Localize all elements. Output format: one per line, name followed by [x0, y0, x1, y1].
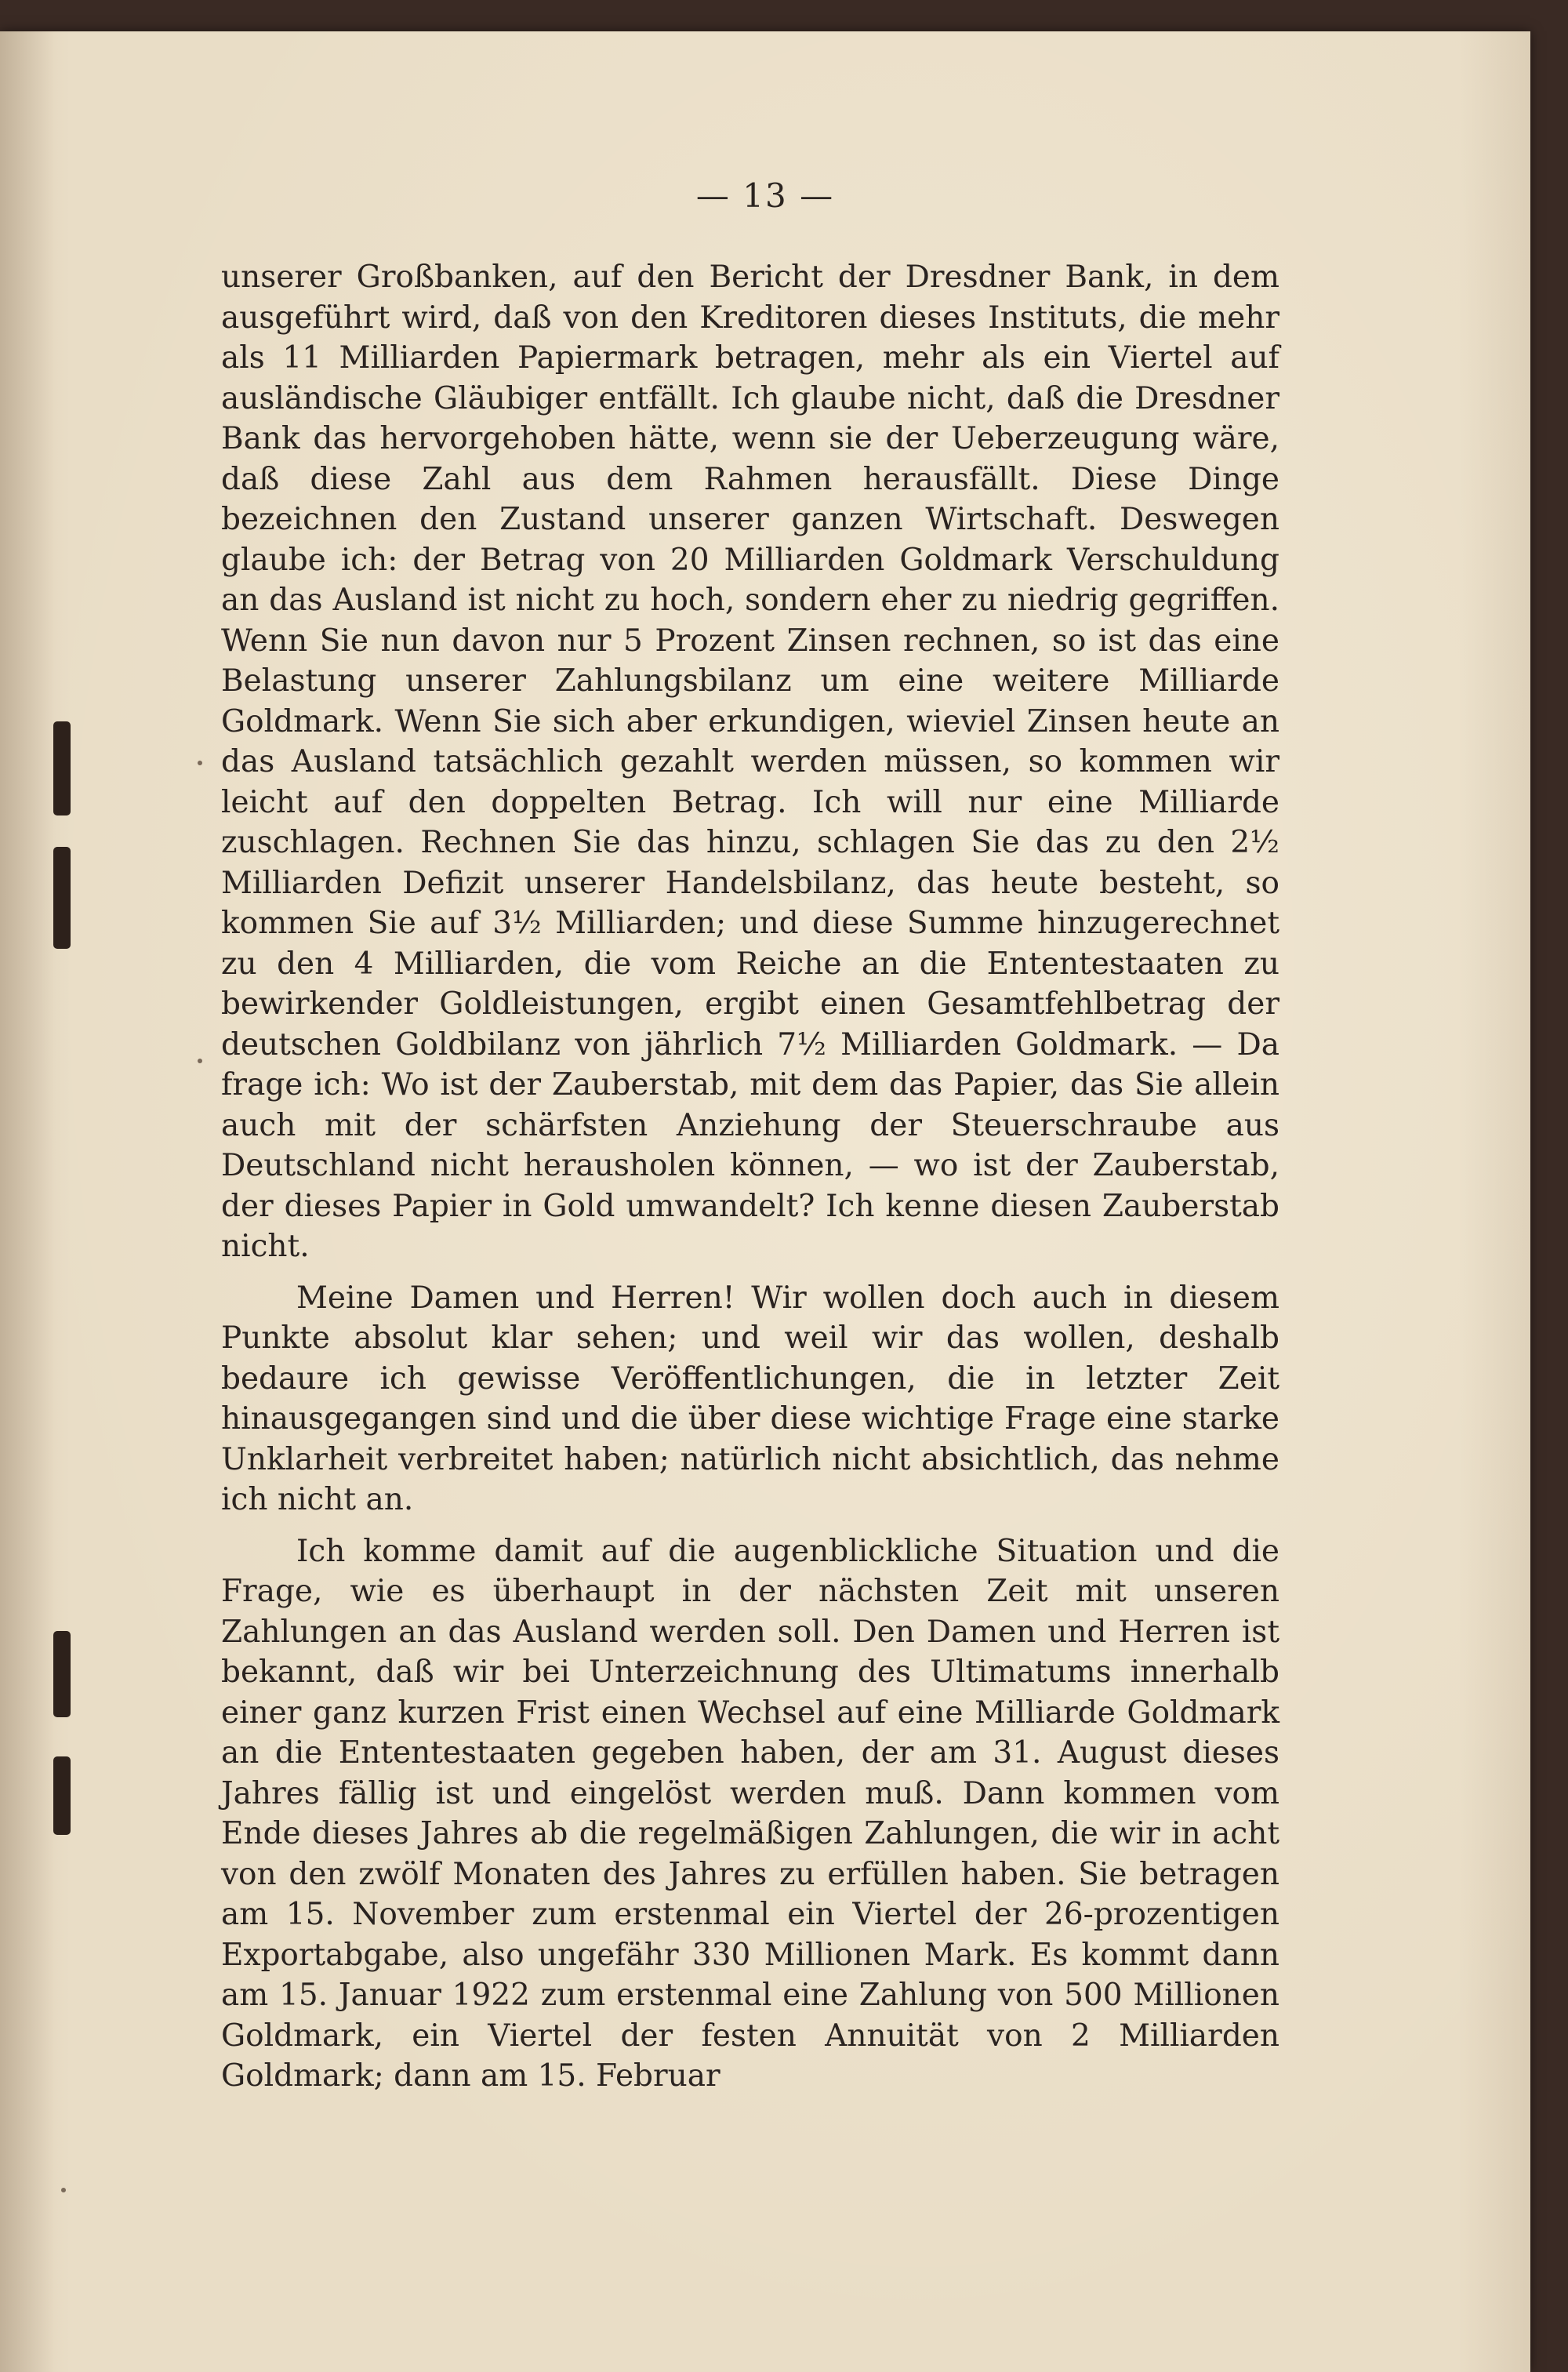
- binding-mark-top: [53, 721, 71, 815]
- page-number: — 13 —: [695, 176, 835, 215]
- document-page: [0, 31, 1530, 2372]
- body-text: [221, 257, 1279, 2097]
- margin-dot: [198, 761, 202, 765]
- margin-dot: [198, 1059, 202, 1063]
- binding-mark-lower: [53, 1631, 71, 1717]
- margin-dot: [61, 2188, 66, 2192]
- paragraph: unserer Großbanken, auf den Bericht der Dresdner Bank, in dem ausgeführt wird, daß von den Kreditoren dieses Instituts, die mehr als 11 Milliarden Papiermark betragen, mehr als ein Viertel auf ausländische Gläubiger entfällt. Ich glaube nicht, daß die Dresdner Bank das hervorgehoben hätte, wenn sie der Ueberzeugung wäre, daß diese Zahl aus dem Rahmen herausfällt. Diese Dinge bezeichnen den Zustand unserer ganzen Wirtschaft. Deswegen glaube ich: der Betrag von 20 Milliarden Goldmark Verschuldung an das Ausland ist nicht zu hoch, sondern eher zu niedrig gegriffen. Wenn Sie nun davon nur 5 Prozent Zinsen rechnen, so ist das eine Belastung unserer Zahlungsbilanz um eine weitere Milliarde Goldmark. Wenn Sie sich aber erkundigen, wieviel Zinsen heute an das Ausland tatsächlich gezahlt werden müssen, so kommen wir leicht auf den doppelten Betrag. Ich will nur eine Milliarde zuschlagen. Rechnen Sie das hinzu, schlagen Sie das zu den 2½ Milliarden Defizit unserer Handelsbilanz, das heute besteht, so kommen Sie auf 3½ Milliarden; und diese Summe hinzugerechnet zu den 4 Milliarden, die vom Reiche an die Ententestaaten zu bewirkender Goldleistungen, ergibt einen Gesamtfehlbetrag der deutschen Goldbilanz von jährlich 7½ Milliarden Goldmark. — Da frage ich: Wo ist der Zauberstab, mit dem das Papier, das Sie allein auch mit der schärfsten Anziehung der Steuerschraube aus Deutschland nicht herausholen können, — wo ist der Zauberstab, der dieses Papier in Gold umwandelt? Ich kenne diesen Zauberstab nicht.: [221, 260, 1279, 1264]
- page-gutter-shadow: [0, 31, 55, 2372]
- paragraph: Ich komme damit auf die augenblickliche Situation und die Frage, wie es überhaupt in der nächsten Zeit mit unseren Zahlungen an das Ausland werden soll. Den Damen und Herren ist bekannt, daß wir bei Unterzeichnung des Ultimatums innerhalb einer ganz kurzen Frist einen Wechsel auf eine Milliarde Goldmark an die Ententestaaten gegeben haben, der am 31. August dieses Jahres fällig ist und eingelöst werden muß. Dann kommen vom Ende dieses Jahres ab die regelmäßigen Zahlungen, die wir in acht von den zwölf Monaten des Jahres zu erfüllen haben. Sie betragen am 15. November zum erstenmal ein Viertel der 26-prozentigen Exportabgabe, also ungefähr 330 Millionen Mark. Es kommt dann am 15. Januar 1922 zum erstenmal eine Zahlung von 500 Millionen Goldmark, ein Viertel der festen Annuität von 2 Milliarden Goldmark; dann am 15. Februar: [221, 1533, 1279, 2094]
- binding-mark-middle: [53, 847, 71, 949]
- paragraph: Meine Damen und Herren! Wir wollen doch auch in diesem Punkte absolut klar sehen; und weil wir das wollen, deshalb bedaure ich gewisse Veröffentlichungen, die in letzter Zeit hinausgegangen sind und die über diese wichtige Frage eine starke Unklarheit verbreitet haben; natürlich nicht absichtlich, das nehme ich nicht an.: [221, 1280, 1279, 1517]
- binding-mark-bottom: [53, 1756, 71, 1835]
